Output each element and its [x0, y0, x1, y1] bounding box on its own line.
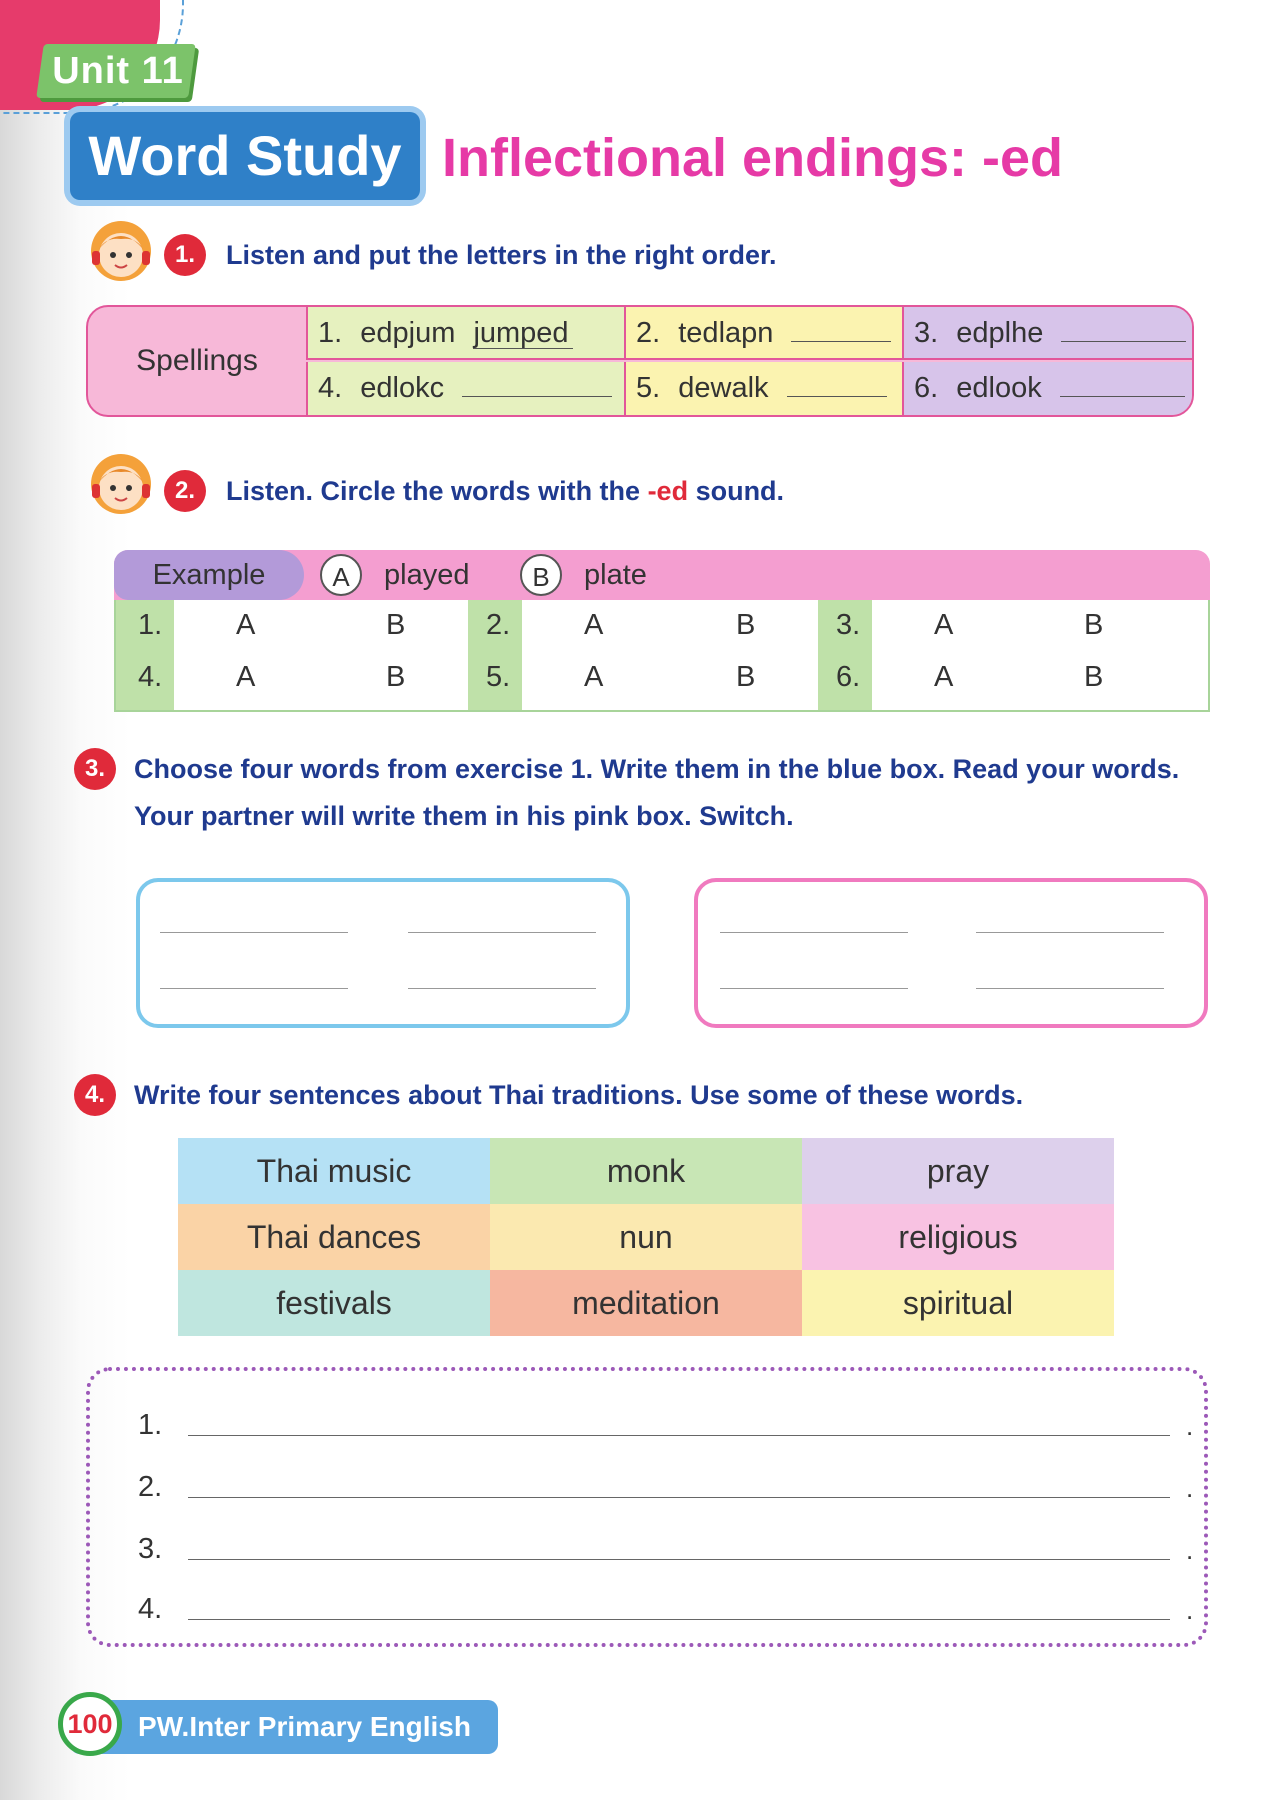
- word-cell: nun: [490, 1204, 802, 1270]
- item-number: 4.: [318, 372, 343, 404]
- spelling-item-4: [306, 362, 624, 415]
- write-line[interactable]: [976, 988, 1164, 989]
- word-cell: Thai dances: [178, 1204, 490, 1270]
- word-cell: meditation: [490, 1270, 802, 1336]
- spelling-item-2: [624, 307, 902, 360]
- listening-girl-icon: [86, 215, 156, 285]
- word-cell: festivals: [178, 1270, 490, 1336]
- period: .: [1186, 1473, 1194, 1503]
- instruction-text: sound.: [688, 476, 785, 506]
- answer-field[interactable]: jumped: [473, 318, 573, 349]
- item-number: 5.: [486, 661, 511, 693]
- listening-girl-icon: [86, 448, 156, 518]
- option-a[interactable]: A: [236, 609, 256, 641]
- spellings-label: Spellings: [136, 344, 258, 377]
- word-cell: Thai music: [178, 1138, 490, 1204]
- scrambled-word: edlook: [956, 372, 1042, 404]
- sentence-number: 3.: [138, 1533, 163, 1565]
- example-circle-b: B: [520, 554, 562, 596]
- scrambled-word: edlokc: [360, 372, 445, 404]
- pink-word-box: [694, 878, 1208, 1028]
- item-number: 2.: [486, 609, 511, 641]
- item-number: 1.: [318, 317, 343, 349]
- page-number: 100: [58, 1692, 122, 1756]
- word-cell: spiritual: [802, 1270, 1114, 1336]
- write-line[interactable]: [160, 988, 348, 989]
- sentence-number: 4.: [138, 1593, 163, 1625]
- scrambled-word: tedlapn: [678, 317, 774, 349]
- period: .: [1186, 1411, 1194, 1441]
- write-line[interactable]: [976, 932, 1164, 933]
- example-word-b: plate: [584, 559, 647, 591]
- period: .: [1186, 1535, 1194, 1565]
- spelling-item-5: [624, 362, 902, 415]
- word-cell: pray: [802, 1138, 1114, 1204]
- word-cell: monk: [490, 1138, 802, 1204]
- spelling-item-1: [306, 307, 624, 360]
- example-word-a: played: [384, 559, 470, 591]
- exercise-3-instruction-line1: Choose four words from exercise 1. Write them in the blue box. Read your words.: [134, 754, 1180, 784]
- exercise-2-instruction: [226, 474, 784, 508]
- option-b[interactable]: B: [1084, 609, 1104, 641]
- sentence-number: 2.: [138, 1471, 163, 1503]
- circle-table: [114, 550, 1210, 712]
- write-line[interactable]: [408, 988, 596, 989]
- item-number: 2.: [636, 317, 661, 349]
- option-a[interactable]: A: [584, 609, 604, 641]
- item-number: 5.: [636, 372, 661, 404]
- unit-label: Unit 11: [52, 50, 184, 92]
- answer-field[interactable]: [1061, 341, 1186, 342]
- exercise-1-instruction: Listen and put the letters in the right order.: [226, 240, 777, 270]
- example-circle-a: A: [320, 554, 362, 596]
- item-number: 1.: [138, 609, 163, 641]
- word-cell: religious: [802, 1204, 1114, 1270]
- answer-field[interactable]: [462, 396, 612, 397]
- sentence-line[interactable]: [188, 1497, 1170, 1498]
- item-number: 6.: [836, 661, 861, 693]
- item-number: 3.: [914, 317, 939, 349]
- spellings-table: [86, 305, 1194, 417]
- option-b[interactable]: B: [1084, 661, 1104, 693]
- instruction-text: Listen. Circle the words with the: [226, 476, 648, 506]
- answer-field[interactable]: [787, 396, 887, 397]
- answer-field[interactable]: [791, 341, 891, 342]
- option-b[interactable]: B: [736, 661, 756, 693]
- write-line[interactable]: [160, 932, 348, 933]
- exercise-4-number: 4.: [74, 1074, 116, 1116]
- instruction-highlight: -ed: [647, 476, 689, 506]
- answer-field[interactable]: [1060, 396, 1185, 397]
- book-title: PW.Inter Primary English: [138, 1711, 471, 1742]
- exercise-2-number: 2.: [164, 470, 206, 512]
- write-line[interactable]: [408, 932, 596, 933]
- exercise-3-number: 3.: [74, 748, 116, 790]
- example-label: Example: [114, 550, 304, 600]
- scrambled-word: edpjum: [360, 317, 456, 349]
- blue-word-box: [136, 878, 630, 1028]
- item-number: 3.: [836, 609, 861, 641]
- sentence-line[interactable]: [188, 1435, 1170, 1436]
- exercise-1-number: 1.: [164, 234, 206, 276]
- page-title: Inflectional endings: -ed: [442, 128, 1064, 188]
- section-label: Word Study: [88, 124, 402, 187]
- option-a[interactable]: A: [584, 661, 604, 693]
- exercise-3-instruction-line2: Your partner will write them in his pink box. Switch.: [134, 801, 794, 831]
- answer-grid: [114, 600, 1210, 712]
- sentence-line[interactable]: [188, 1559, 1170, 1560]
- option-a[interactable]: A: [236, 661, 256, 693]
- write-line[interactable]: [720, 932, 908, 933]
- option-b[interactable]: B: [386, 661, 406, 693]
- item-number: 6.: [914, 372, 939, 404]
- option-b[interactable]: B: [736, 609, 756, 641]
- scrambled-word: dewalk: [678, 372, 769, 404]
- period: .: [1186, 1595, 1194, 1625]
- write-line[interactable]: [720, 988, 908, 989]
- exercise-4-instruction: Write four sentences about Thai traditions. Use some of these words.: [134, 1080, 1024, 1110]
- spelling-item-3: [902, 307, 1192, 360]
- item-number: 4.: [138, 661, 163, 693]
- sentence-number: 1.: [138, 1409, 163, 1441]
- option-b[interactable]: B: [386, 609, 406, 641]
- sentence-box: [86, 1367, 1208, 1647]
- sentence-line[interactable]: [188, 1619, 1170, 1620]
- option-a[interactable]: A: [934, 609, 954, 641]
- spelling-item-6: [902, 362, 1192, 415]
- scrambled-word: edplhe: [956, 317, 1044, 349]
- option-a[interactable]: A: [934, 661, 954, 693]
